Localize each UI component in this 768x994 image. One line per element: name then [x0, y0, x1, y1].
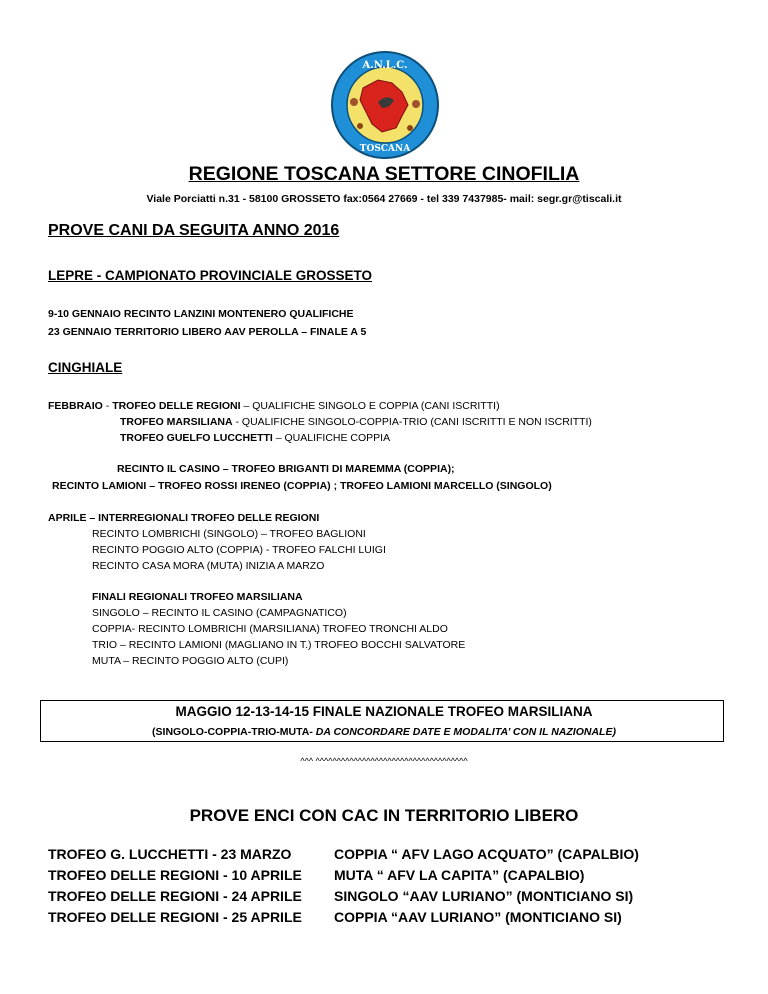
- enci-row-2-place: MUTA “ AFV LA CAPITA” (CAPALBIO): [334, 867, 585, 883]
- finali-line-2: COPPIA- RECINTO LOMBRICHI (MARSILIANA) TROFEO TRONCHI ALDO: [92, 623, 448, 635]
- febbraio-trofeo-1: TROFEO DELLE REGIONI: [112, 400, 241, 412]
- lepre-line-1: 9-10 GENNAIO RECINTO LANZINI MONTENERO QUALIFICHE: [48, 308, 354, 320]
- recinto-lamioni-line: RECINTO LAMIONI – TROFEO ROSSI IRENEO (COPPIA) ; TROFEO LAMIONI MARCELLO (SINGOLO): [52, 480, 552, 492]
- anlc-toscana-logo: [330, 50, 440, 160]
- logo-top-text: A.N.L.C.: [362, 60, 408, 71]
- finali-heading: FINALI REGIONALI TROFEO MARSILIANA: [92, 591, 303, 603]
- febbraio-trofeo-3: TROFEO GUELFO LUCCHETTI: [120, 432, 273, 444]
- logo-bottom-text: TOSCANA: [359, 144, 411, 154]
- address-line: Viale Porciatti n.31 - 58100 GROSSETO fax:0564 27669 - tel 339 7437985- mail: segr.gr@tiscali.it: [146, 193, 622, 205]
- febbraio-trofeo-1-desc: – QUALIFICHE SINGOLO E COPPIA (CANI ISCRITTI): [240, 400, 500, 412]
- recinto-casino-line: RECINTO IL CASINO – TROFEO BRIGANTI DI MAREMMA (COPPIA);: [117, 463, 455, 475]
- aprile-line-1: RECINTO LOMBRICHI (SINGOLO) – TROFEO BAGLIONI: [92, 528, 366, 540]
- page-title: REGIONE TOSCANA SETTORE CINOFILIA: [188, 163, 580, 185]
- main-title: PROVE CANI DA SEGUITA ANNO 2016: [48, 222, 340, 239]
- febbraio-line-2: [120, 416, 592, 428]
- maggio-title: MAGGIO 12-13-14-15 FINALE NAZIONALE TROFEO MARSILIANA: [175, 704, 593, 719]
- finali-line-3: TRIO – RECINTO LAMIONI (MAGLIANO IN T.) TROFEO BOCCHI SALVATORE: [92, 639, 466, 651]
- lepre-line-2: 23 GENNAIO TERRITORIO LIBERO AAV PEROLLA – FINALE A 5: [48, 326, 367, 338]
- enci-row-2-date: TROFEO DELLE REGIONI - 10 APRILE: [48, 867, 302, 883]
- enci-row-3-place: SINGOLO “AAV LURIANO” (MONTICIANO SI): [334, 888, 634, 904]
- enci-row-1-date: TROFEO G. LUCCHETTI - 23 MARZO: [48, 846, 292, 862]
- enci-row-1-place: COPPIA “ AFV LAGO ACQUATO” (CAPALBIO): [334, 846, 639, 862]
- maggio-subtitle: [0, 726, 768, 738]
- enci-row-4-place: COPPIA “AAV LURIANO” (MONTICIANO SI): [334, 909, 622, 925]
- caret-separator: ^^^ ^^^^^^^^^^^^^^^^^^^^^^^^^^^^^^^^^^^^: [300, 756, 468, 766]
- febbraio-trofeo-2-desc: - QUALIFICHE SINGOLO-COPPIA-TRIO (CANI ISCRITTI E NON ISCRITTI): [232, 416, 592, 428]
- maggio-subtitle-plain: (SINGOLO-COPPIA-TRIO-MUTA-: [152, 726, 316, 738]
- febbraio-trofeo-3-desc: – QUALIFICHE COPPIA: [272, 432, 391, 444]
- febbraio-trofeo-2: TROFEO MARSILIANA: [120, 416, 233, 428]
- finali-line-4: MUTA – RECINTO POGGIO ALTO (CUPI): [92, 655, 289, 667]
- enci-row-3-date: TROFEO DELLE REGIONI - 24 APRILE: [48, 888, 302, 904]
- finali-line-1: SINGOLO – RECINTO IL CASINO (CAMPAGNATICO): [92, 607, 347, 619]
- enci-row-4-date: TROFEO DELLE REGIONI - 25 APRILE: [48, 909, 302, 925]
- febbraio-line-1: FEBBRAIO - TROFEO DELLE REGIONI – QUALIFICHE SINGOLO E COPPIA (CANI ISCRITTI): [48, 400, 500, 412]
- febbraio-month: FEBBRAIO: [48, 400, 103, 412]
- maggio-subtitle-italic: DA CONCORDARE DATE E MODALITA’ CON IL NAZIONALE): [315, 726, 616, 738]
- lepre-heading: LEPRE - CAMPIONATO PROVINCIALE GROSSETO: [48, 268, 373, 283]
- aprile-line-2: RECINTO POGGIO ALTO (COPPIA) - TROFEO FALCHI LUIGI: [92, 544, 386, 556]
- febbraio-line-3: [120, 432, 390, 444]
- aprile-line-3: RECINTO CASA MORA (MUTA) INIZIA A MARZO: [92, 560, 325, 572]
- cinghiale-heading: CINGHIALE: [48, 360, 123, 375]
- aprile-heading: APRILE – INTERREGIONALI TROFEO DELLE REGIONI: [48, 512, 320, 524]
- enci-title: PROVE ENCI CON CAC IN TERRITORIO LIBERO: [189, 806, 579, 825]
